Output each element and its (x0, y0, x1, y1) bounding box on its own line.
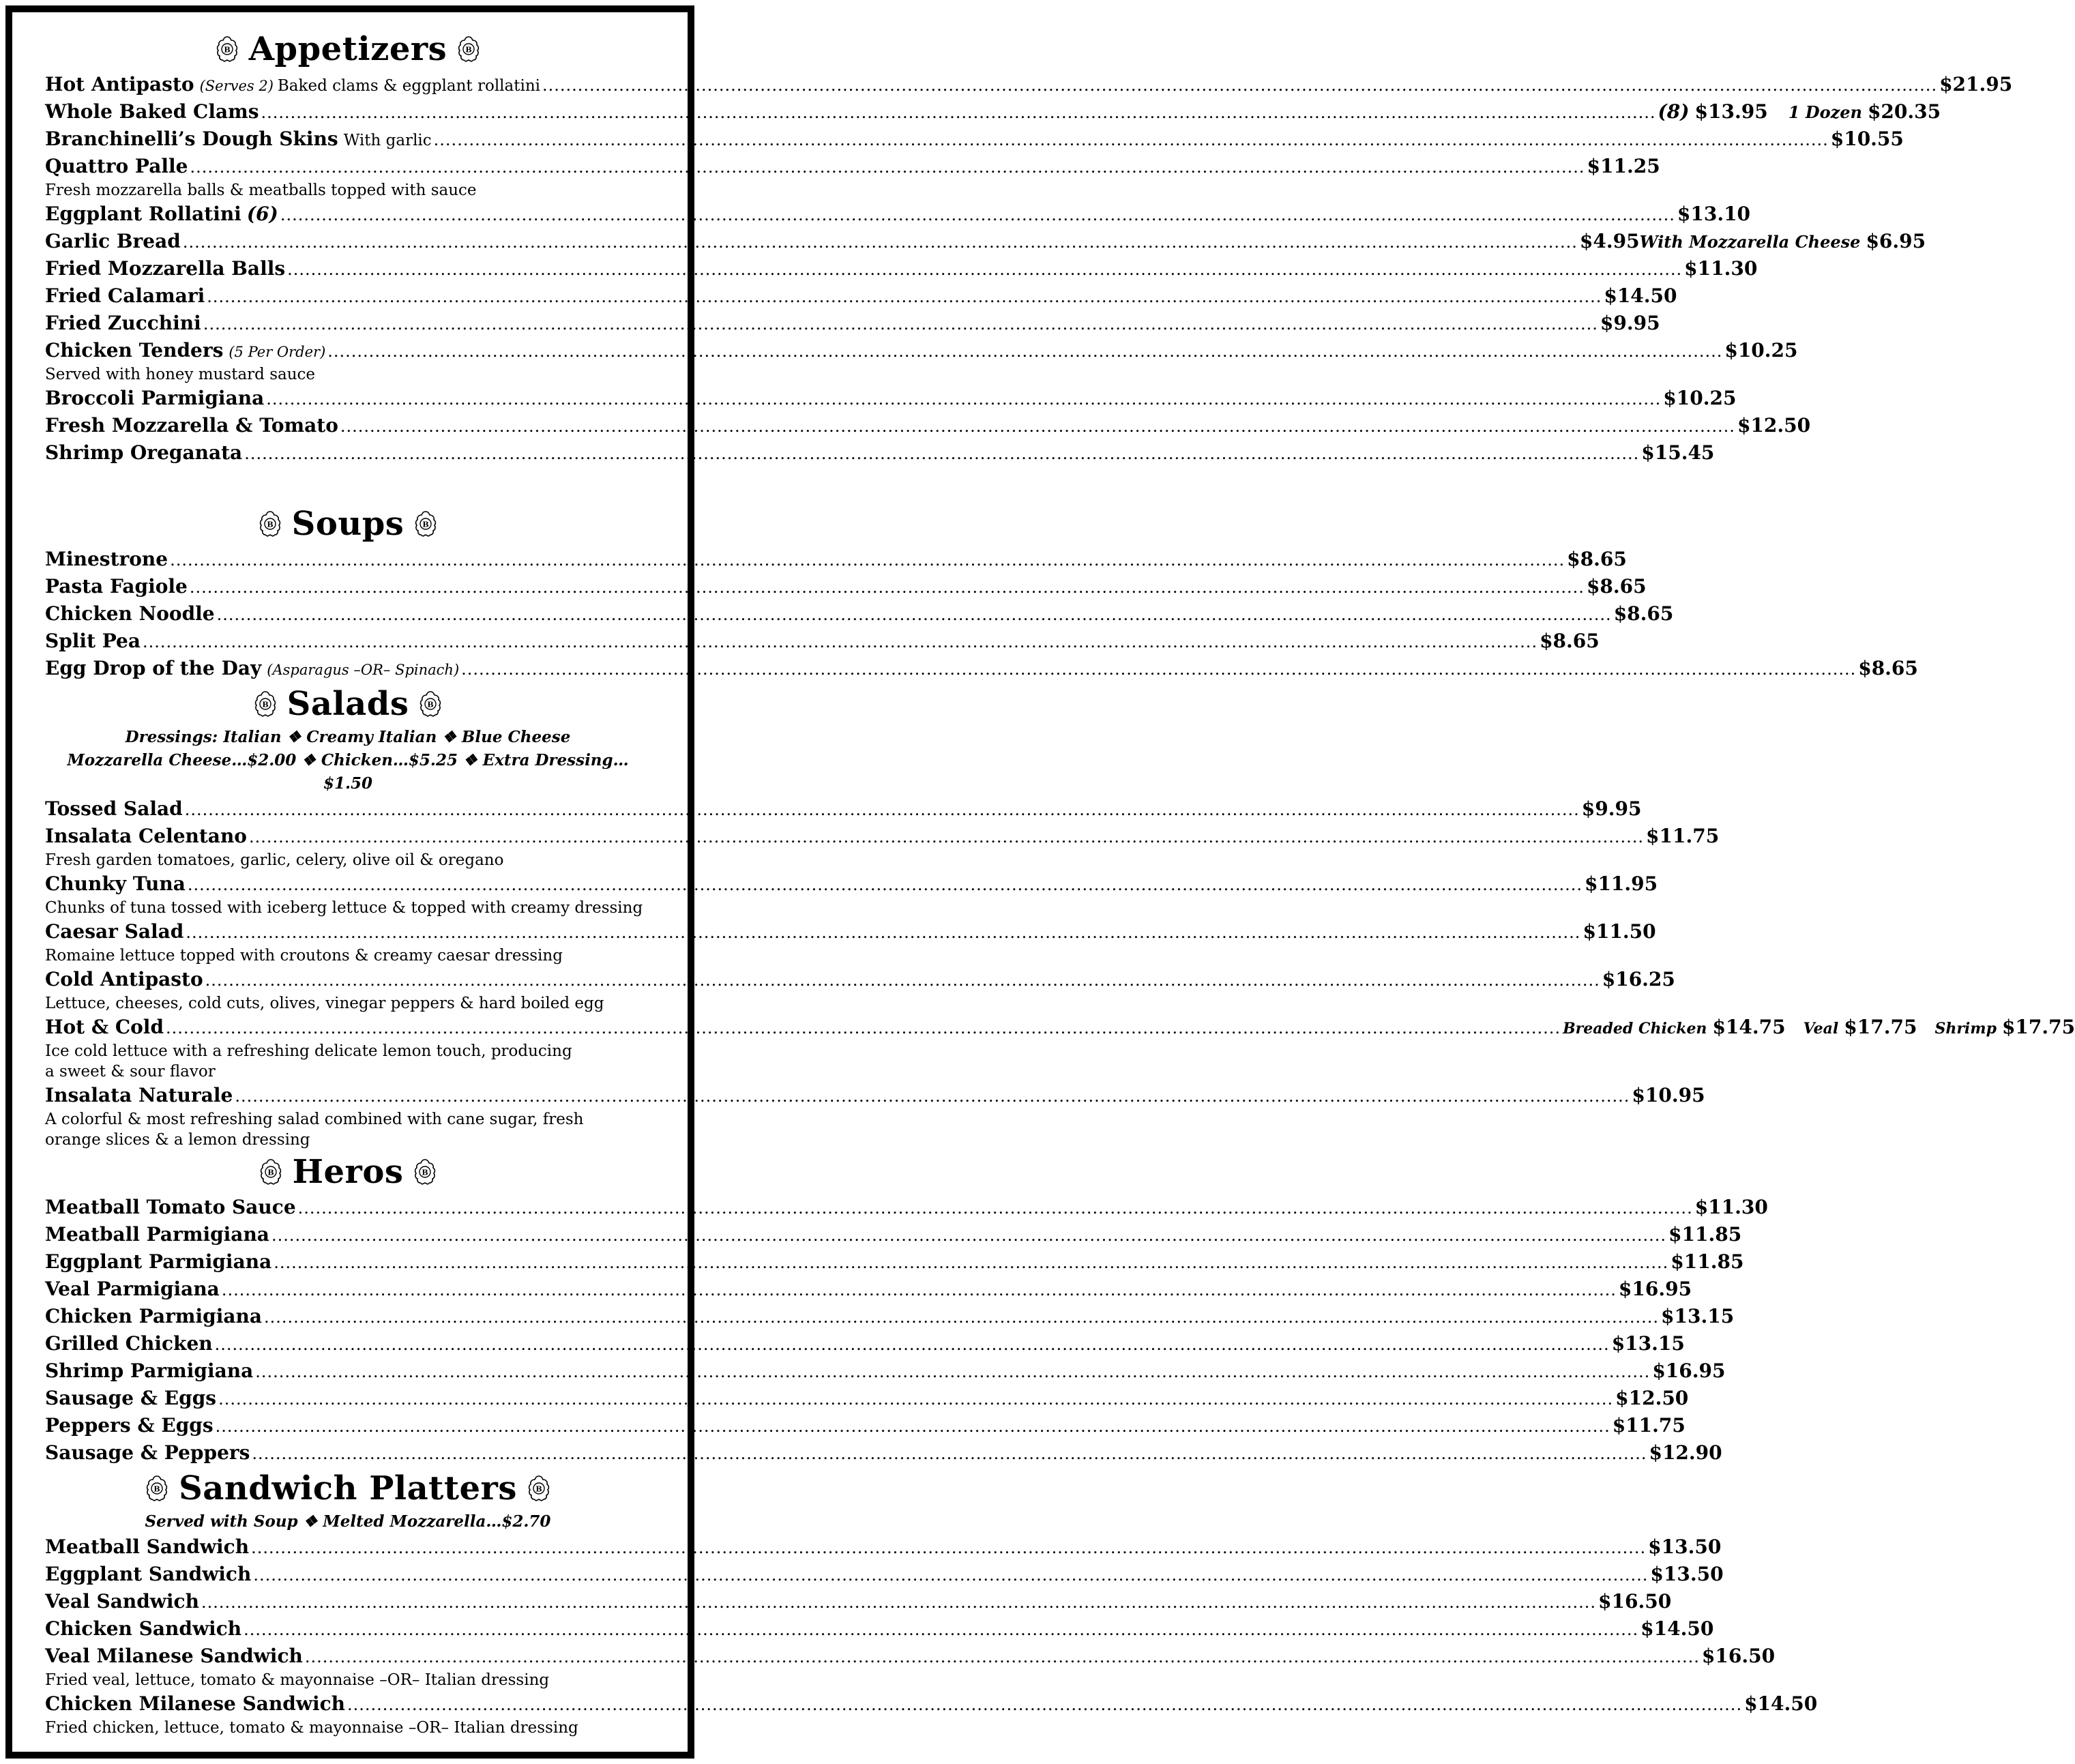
b-logo-emblem-icon (146, 1475, 168, 1502)
item-price: $13.10 (1677, 203, 1751, 225)
b-logo-emblem-icon (458, 35, 480, 63)
dot-leader (217, 601, 1612, 628)
item-name: Meatball Parmigiana (45, 1223, 269, 1246)
dot-leader (264, 1304, 1659, 1331)
menu-item-fried-zucchini (45, 310, 1660, 337)
soups-header (45, 502, 651, 546)
item-price: $13.15 (1661, 1305, 1735, 1327)
menu-item-hero (45, 1439, 1722, 1467)
item-alt-price: $6.95 (1866, 230, 1926, 252)
menu-item-hero (45, 1330, 1685, 1357)
menu-item-sandwich (45, 1588, 1672, 1615)
item-count: (8) (1658, 100, 1690, 123)
item-name: Egg Drop of the Day (45, 657, 262, 679)
section-title-heros: Heros (292, 1153, 404, 1191)
item-price: $8.65 (1540, 630, 1600, 652)
item-name: Cold Antipasto (45, 968, 203, 990)
item-name: Veal Sandwich (45, 1590, 199, 1613)
item-price: $12.50 (1737, 414, 1811, 437)
dot-leader (201, 1589, 1596, 1616)
item-alt-label: With Mozzarella Cheese (1639, 232, 1861, 252)
item-alt-label: 1 Dozen (1788, 102, 1862, 122)
dot-leader (185, 796, 1580, 823)
item-price: $8.65 (1567, 548, 1627, 570)
item-price: $14.50 (1744, 1692, 1818, 1715)
dot-leader (327, 338, 1722, 365)
item-name: Sausage & Peppers (45, 1441, 250, 1464)
item-price: $11.85 (1668, 1223, 1742, 1246)
menu-item-caesar-salad (45, 918, 1656, 945)
item-price: $8.65 (1586, 575, 1647, 598)
item-note: Baked clams & eggplant rollatini (277, 77, 541, 95)
menu-item-hero (45, 1248, 1744, 1276)
item-price: $14.50 (1640, 1617, 1714, 1640)
item-name: Fried Calamari (45, 284, 205, 307)
menu-item-sandwich (45, 1643, 1776, 1670)
item-name: Garlic Bread (45, 230, 181, 252)
dot-leader (542, 72, 1937, 99)
option-label: Breaded Chicken (1563, 1020, 1707, 1038)
menu-item-sandwich (45, 1533, 1722, 1561)
item-name: Eggplant Sandwich (45, 1563, 252, 1585)
item-description: Fried chicken, lettuce, tomato & mayonnaise –OR– Italian dressing (45, 1719, 578, 1737)
item-name: Peppers & Eggs (45, 1414, 214, 1437)
menu-item-fried-mozzarella-balls (45, 255, 1758, 282)
dot-leader (251, 1534, 1646, 1561)
dot-leader (287, 256, 1682, 283)
dot-leader (298, 1194, 1693, 1222)
item-name: Fried Zucchini (45, 312, 201, 334)
dot-leader (274, 1249, 1668, 1276)
menu-item-hero (45, 1357, 1726, 1385)
dot-leader (143, 628, 1537, 656)
item-name: Caesar Salad (45, 920, 184, 943)
b-logo-emblem-icon (420, 690, 441, 718)
menu-item-chicken-noodle (45, 600, 1674, 628)
item-price: $11.30 (1694, 1196, 1768, 1218)
dot-leader (207, 283, 1602, 310)
heros-header (45, 1150, 651, 1194)
item-name: Hot & Cold (45, 1016, 164, 1038)
item-price: $13.95 (1694, 100, 1768, 123)
item-price: $12.90 (1649, 1441, 1722, 1464)
b-logo-emblem-icon (414, 1158, 436, 1186)
dot-leader (188, 871, 1583, 898)
item-name: Shrimp Parmigiana (45, 1359, 254, 1382)
item-name: Broccoli Parmigiana (45, 387, 265, 409)
item-price: $10.25 (1663, 387, 1737, 409)
item-description: Fresh garden tomatoes, garlic, celery, olive oil & oregano (45, 851, 504, 869)
item-price: $11.30 (1684, 257, 1758, 280)
menu-item-pasta-fagiole (45, 573, 1647, 600)
item-description: Romaine lettuce topped with croutons & creamy caesar dressing (45, 947, 563, 965)
item-price: $13.50 (1650, 1563, 1724, 1585)
dot-leader (222, 1276, 1617, 1304)
section-title-appetizers: Appetizers (248, 30, 447, 68)
menu-item-chicken-tenders (45, 337, 1798, 364)
menu-item-insalata-celentano (45, 823, 1720, 850)
item-name: Shrimp Oreganata (45, 441, 243, 464)
item-name: Branchinelli’s Dough Skins (45, 128, 338, 150)
menu-item-hero (45, 1194, 1768, 1221)
item-price: $21.95 (1939, 73, 2013, 95)
menu-item-dough-skins (45, 126, 1904, 153)
b-logo-emblem-icon (528, 1475, 550, 1502)
item-description: Fried veal, lettuce, tomato & mayonnaise –OR– Italian dressing (45, 1671, 550, 1689)
item-name: Eggplant Parmigiana (45, 1250, 272, 1273)
item-name: Chicken Milanese Sandwich (45, 1692, 346, 1715)
item-price: $11.25 (1587, 155, 1660, 177)
item-name: Minestrone (45, 548, 168, 570)
b-logo-emblem-icon (254, 690, 276, 718)
menu-item-hero (45, 1276, 1692, 1303)
option-price: $17.75 (1844, 1016, 1917, 1038)
menu-item-cold-antipasto (45, 966, 1675, 993)
b-logo-emblem-icon (216, 35, 238, 63)
dot-leader (434, 126, 1829, 153)
menu-item-minestrone (45, 546, 1627, 573)
item-price: $12.50 (1615, 1387, 1689, 1409)
option-price: $14.75 (1712, 1016, 1786, 1038)
menu-item-hero (45, 1412, 1686, 1439)
dot-leader (244, 440, 1639, 467)
item-name: Hot Antipasto (45, 73, 194, 95)
menu-item-quattro-palle (45, 153, 1660, 180)
item-price: $13.50 (1648, 1535, 1722, 1558)
item-price: $9.95 (1600, 312, 1660, 334)
item-description: orange slices & a lemon dressing (45, 1131, 310, 1149)
item-price: $14.50 (1604, 284, 1677, 307)
dot-leader (190, 153, 1585, 181)
dot-leader (255, 1358, 1650, 1385)
item-price: $15.45 (1641, 441, 1715, 464)
salad-dressings-line: Dressings: Italian ❖ Creamy Italian ❖ Blue Cheese (125, 728, 571, 746)
item-name: Veal Milanese Sandwich (45, 1645, 303, 1667)
dot-leader (190, 574, 1585, 601)
item-name: Chicken Noodle (45, 602, 215, 625)
b-logo-emblem-icon (260, 1158, 282, 1186)
item-price: $13.15 (1611, 1332, 1685, 1355)
item-price: $11.75 (1612, 1414, 1686, 1437)
item-price: $8.65 (1613, 602, 1674, 625)
dot-leader (271, 1222, 1666, 1249)
item-name: Eggplant Rollatini (45, 203, 241, 225)
item-description: Lettuce, cheeses, cold cuts, olives, vinegar peppers & hard boiled egg (45, 995, 604, 1012)
item-name: Meatball Tomato Sauce (45, 1196, 296, 1218)
item-name: Fried Mozzarella Balls (45, 257, 286, 280)
dot-leader (186, 919, 1580, 946)
menu-item-fresh-mozzarella-tomato (45, 412, 1811, 439)
item-description: Fresh mozzarella balls & meatballs topped with sauce (45, 181, 477, 199)
sandwich-platters-subtitle: Served with Soup ❖ Melted Mozzarella…$2.70 (145, 1512, 551, 1531)
item-name: Chunky Tuna (45, 872, 186, 895)
item-price: $16.25 (1602, 968, 1675, 990)
menu-item-shrimp-oreganata (45, 439, 1715, 467)
item-note: (5 Per Order) (229, 344, 326, 360)
dot-leader (203, 310, 1598, 338)
item-price: $4.95 (1579, 230, 1640, 252)
salads-header (45, 682, 651, 726)
salad-extras-line: Mozzarella Cheese…$2.00 ❖ Chicken…$5.25 ❖ Extra Dressing…$1.50 (67, 751, 629, 793)
dot-leader (183, 229, 1578, 256)
item-name: Insalata Celentano (45, 825, 247, 847)
option-label: Shrimp (1934, 1020, 1997, 1038)
item-price: $10.25 (1724, 339, 1798, 362)
dot-leader (170, 546, 1565, 574)
item-price: $16.50 (1598, 1590, 1672, 1613)
dot-leader (253, 1561, 1648, 1589)
dot-leader (235, 1083, 1630, 1110)
item-name: Chicken Tenders (45, 339, 224, 362)
item-price: $16.50 (1701, 1645, 1776, 1667)
section-title-sandwich-platters: Sandwich Platters (179, 1469, 517, 1508)
section-spacer (45, 467, 651, 502)
item-description: Chunks of tuna tossed with iceberg lettuce & topped with creamy dressing (45, 899, 643, 917)
menu-item-whole-baked-clams (45, 98, 1941, 126)
menu-item-chicken-milanese-sandwich (45, 1690, 1818, 1718)
item-name: Meatball Sandwich (45, 1535, 250, 1558)
dot-leader (461, 656, 1856, 683)
dot-leader (218, 1385, 1613, 1413)
menu-item-garlic-bread (45, 228, 1926, 255)
menu-item-tossed-salad (45, 795, 1642, 823)
section-title-salads: Salads (286, 685, 409, 723)
item-description: a sweet & sour flavor (45, 1063, 216, 1081)
item-price: $11.75 (1646, 825, 1720, 847)
menu-item-split-pea (45, 628, 1600, 655)
menu-content (45, 27, 2075, 1738)
item-name: Chicken Parmigiana (45, 1305, 262, 1327)
item-name: Sausage & Eggs (45, 1387, 217, 1409)
option-label: Veal (1803, 1020, 1839, 1038)
item-description: Served with honey mustard sauce (45, 366, 316, 383)
menu-item-sandwich (45, 1615, 1714, 1643)
item-note: (Asparagus –OR– Spinach) (267, 662, 460, 678)
item-description: A colorful & most refreshing salad combined with cane sugar, fresh (45, 1111, 584, 1128)
item-description: Ice cold lettuce with a refreshing delicate lemon touch, producing (45, 1042, 572, 1060)
menu-item-egg-drop (45, 655, 1918, 682)
dot-leader (216, 1413, 1610, 1440)
item-price: $9.95 (1581, 797, 1642, 820)
option-price: $17.75 (2001, 1016, 2075, 1038)
dot-leader (347, 1691, 1742, 1718)
item-price: $10.55 (1830, 128, 1904, 150)
item-count: (6) (246, 203, 278, 225)
item-price: $11.50 (1583, 920, 1656, 943)
dot-leader (252, 1440, 1647, 1467)
menu-item-hero (45, 1385, 1689, 1412)
item-price: $11.85 (1671, 1250, 1744, 1273)
b-logo-emblem-icon (415, 510, 437, 538)
item-name: Insalata Naturale (45, 1084, 233, 1106)
item-price: $16.95 (1618, 1278, 1692, 1300)
item-name: Grilled Chicken (45, 1332, 213, 1355)
item-alt-price: $20.35 (1867, 100, 1941, 123)
item-name: Pasta Fagiole (45, 575, 188, 598)
menu-item-chunky-tuna (45, 870, 1658, 898)
menu-item-hot-and-cold (45, 1014, 2075, 1041)
menu-item-eggplant-rollatini (45, 201, 1751, 228)
section-title-soups: Soups (291, 505, 404, 543)
dot-leader (266, 385, 1661, 413)
dot-leader (244, 1616, 1638, 1643)
item-price: $16.95 (1652, 1359, 1726, 1382)
menu-item-hot-antipasto (45, 71, 2013, 98)
menu-item-fried-calamari (45, 282, 1677, 310)
item-note: With garlic (343, 132, 432, 149)
dot-leader (280, 201, 1675, 229)
item-name: Split Pea (45, 630, 141, 652)
dot-leader (215, 1331, 1610, 1358)
dot-leader (205, 967, 1600, 994)
item-name: Whole Baked Clams (45, 100, 259, 123)
item-name: Quattro Palle (45, 155, 188, 177)
menu-item-hero (45, 1221, 1742, 1248)
sandwich-platters-header (45, 1467, 651, 1510)
menu-item-hero (45, 1303, 1735, 1330)
item-price: $11.95 (1584, 872, 1658, 895)
dot-leader (249, 823, 1644, 851)
dot-leader (305, 1643, 1700, 1671)
menu-item-broccoli-parmigiana (45, 385, 1737, 412)
dot-leader (340, 413, 1735, 440)
appetizers-header (45, 27, 651, 71)
b-logo-emblem-icon (259, 510, 281, 538)
item-name: Chicken Sandwich (45, 1617, 242, 1640)
item-note: (Serves 2) (199, 78, 274, 94)
item-price: $10.95 (1632, 1084, 1705, 1106)
item-price: $8.65 (1858, 657, 1918, 679)
item-name: Tossed Salad (45, 797, 183, 820)
dot-leader (166, 1014, 1561, 1042)
item-name: Fresh Mozzarella & Tomato (45, 414, 338, 437)
menu-item-insalata-naturale (45, 1082, 1705, 1109)
dot-leader (261, 99, 1655, 126)
item-name: Veal Parmigiana (45, 1278, 220, 1300)
menu-item-sandwich (45, 1561, 1724, 1588)
